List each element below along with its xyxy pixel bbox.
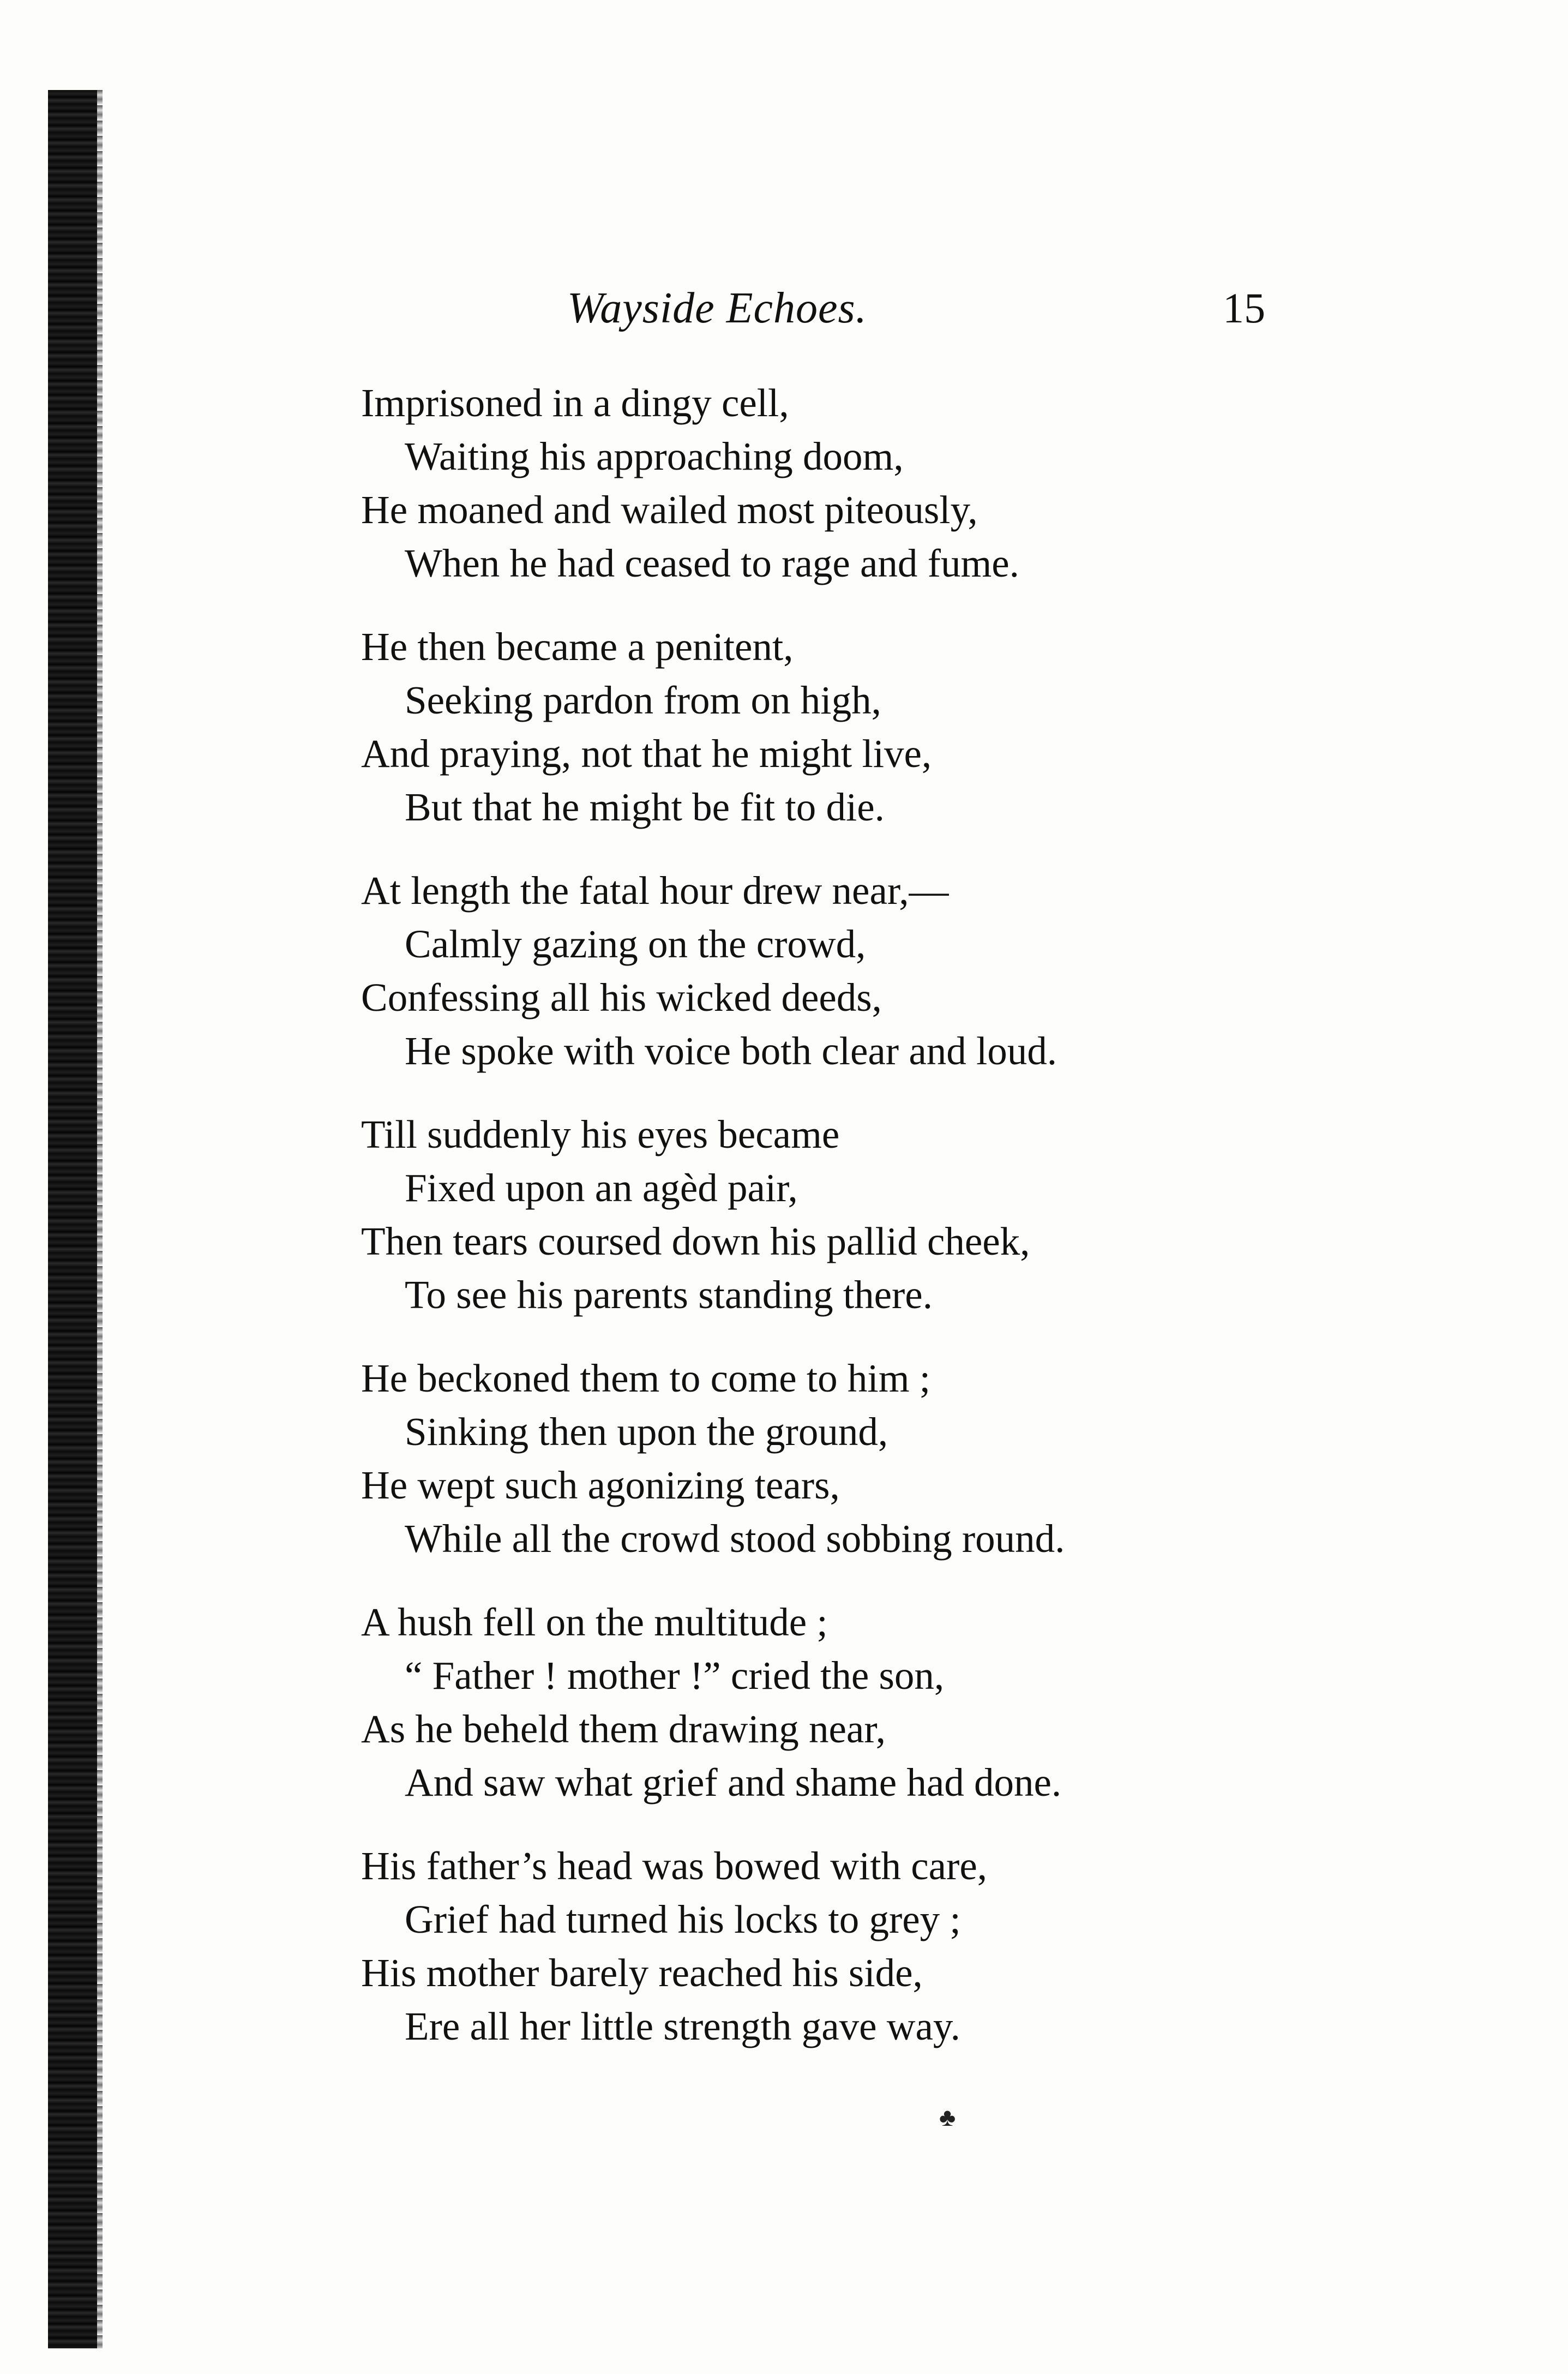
poem-line: He then became a penitent, [361, 625, 794, 669]
poem-line: Seeking pardon from on high, [405, 678, 881, 722]
poem-line: A hush fell on the multitude ; [361, 1600, 828, 1644]
stanza-5 [361, 1352, 1441, 1566]
club-ornament-icon: ♣ [939, 2103, 956, 2131]
poem-line: He spoke with voice both clear and loud. [405, 1029, 1058, 1073]
poem-line: To see his parents standing there. [405, 1273, 933, 1317]
poem-line: Ere all her little strength gave way. [405, 2004, 960, 2048]
poem-line: Calmly gazing on the crowd, [405, 922, 866, 966]
poem-line: Grief had turned his locks to grey ; [405, 1897, 961, 1941]
running-title: Wayside Echoes. [567, 284, 867, 332]
running-head [360, 275, 1423, 341]
poem [361, 376, 1441, 2083]
page-number: 15 [1223, 284, 1265, 332]
poem-line: When he had ceased to rage and fume. [405, 541, 1019, 585]
binding-edge [48, 90, 97, 2348]
stanza-4 [361, 1108, 1441, 1322]
poem-line: Imprisoned in a dingy cell, [361, 381, 789, 425]
poem-line: His father’s head was bowed with care, [361, 1844, 988, 1888]
poem-line: He wept such agonizing tears, [361, 1463, 840, 1507]
poem-line: He moaned and wailed most piteously, [361, 488, 978, 532]
poem-line: “ Father ! mother !” cried the son, [405, 1653, 945, 1698]
poem-line: While all the crowd stood sobbing round. [405, 1516, 1065, 1561]
stanza-3 [361, 864, 1441, 1078]
poem-line: Then tears coursed down his pallid cheek, [361, 1219, 1030, 1263]
poem-line: Waiting his approaching doom, [405, 434, 904, 478]
stanza-7 [361, 1839, 1441, 2053]
stanza-1 [361, 376, 1441, 590]
poem-line: Till suddenly his eyes became [361, 1112, 840, 1156]
poem-line: His mother barely reached his side, [361, 1951, 923, 1995]
stanza-6 [361, 1596, 1441, 1809]
poem-line: As he beheld them drawing near, [361, 1707, 886, 1751]
poem-line: And saw what grief and shame had done. [405, 1760, 1062, 1805]
poem-line: And praying, not that he might live, [361, 732, 932, 776]
poem-line: Fixed upon an agèd pair, [405, 1166, 798, 1210]
poem-line: But that he might be fit to die. [405, 785, 885, 829]
stanza-2 [361, 620, 1441, 834]
poem-line: He beckoned them to come to him ; [361, 1356, 931, 1400]
poem-line: Confessing all his wicked deeds, [361, 975, 882, 1020]
poem-line: At length the fatal hour drew near,— [361, 868, 949, 913]
poem-line: Sinking then upon the ground, [405, 1410, 888, 1454]
